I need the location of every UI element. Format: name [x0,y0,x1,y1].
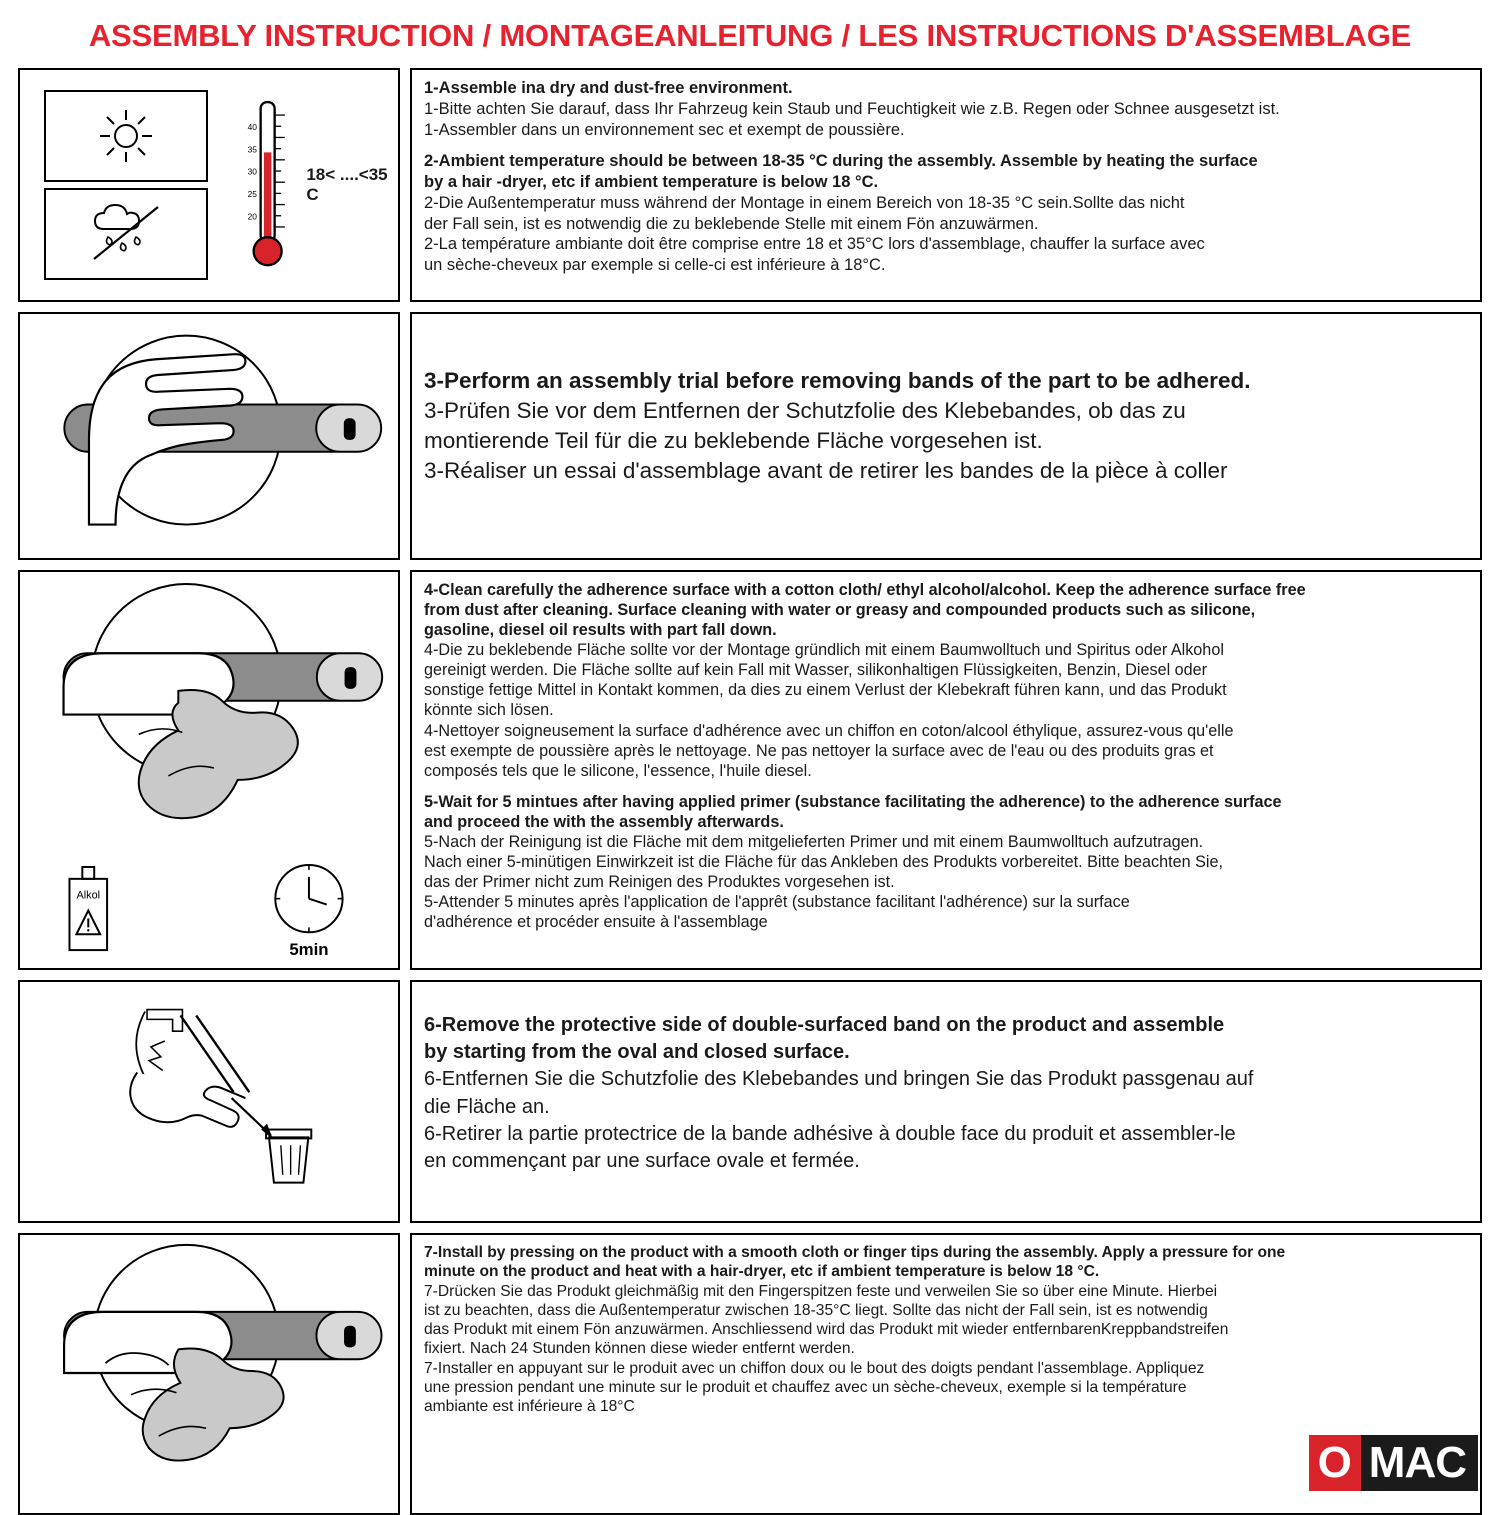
logo-text: MAC [1361,1435,1478,1491]
step6-fr-1: 6-Retirer la partie protectrice de la bande adhésive à double face du produit et assembler-le [424,1122,1236,1145]
temperature-range-label: 18< ....<35 C [306,165,388,204]
step5-de-2: Nach einer 5-minütigen Einwirkzeit ist die Fläche für das Ankleben des Produkts vorbereitet. Bitte beachten Sie, [424,853,1224,872]
step5-fr-2: d'adhérence et procéder ensuite à l'assemblage [424,913,768,932]
svg-text:30: 30 [247,166,257,177]
sun-box [44,90,208,182]
instruction-row-3 [18,570,1482,970]
step5-en-1: 5-Wait for 5 mintues after having applied primer (substance facilitating the adherence) to the adherence surface [424,792,1282,811]
step3-en: 3-Perform an assembly trial before removing bands of the part to be adhered. [424,368,1251,393]
step4-en-2: from dust after cleaning. Surface cleaning with water or greasy and compounded products such as silicone, [424,601,1256,620]
illustration-panel-5 [18,1233,400,1515]
environment-icons [44,90,208,280]
instruction-grid [18,68,1482,1515]
svg-text:Alkol: Alkol [76,889,101,902]
alcohol-bottle-icon [69,867,107,950]
step5-fr-1: 5-Attender 5 minutes après l'application de l'apprêt (substance facilitant l'adhérence) sur la surface [424,893,1130,912]
instruction-row-5 [18,1233,1482,1515]
step2-en-2: by a hair -dryer, etc if ambient temperature is below 18 °C. [424,173,879,192]
step4-de-4: könnte sich lösen. [424,701,554,720]
trash-bin-icon [266,1130,311,1183]
step6-fr-2: en commençant par une surface ovale et fermée. [424,1149,860,1172]
text-panel-step-6 [410,980,1482,1223]
sun-icon [96,106,156,166]
step1-fr: 1-Assembler dans un environnement sec et exempt de poussière. [424,120,905,139]
step4-de-1: 4-Die zu beklebende Fläche sollte vor der Montage gründlich mit einem Baumwolltuch und Spiritus oder Alkohol [424,641,1224,660]
omac-logo [1309,1434,1478,1492]
logo-mark: O [1309,1435,1361,1491]
step7-fr-1: 7-Installer en appuyant sur le produit avec un chiffon doux ou le bout des doigts pendant l'assemblage. Appliquez [424,1359,1205,1377]
step4-en-1: 4-Clean carefully the adherence surface with a cotton cloth/ ethyl alcohol/alcohol. Keep the adherence surface free [424,581,1306,599]
peel-liner-discard-icon [20,982,398,1221]
step7-en-1: 7-Install by pressing on the product with a smooth cloth or finger tips during the assembly. Apply a pressure for one [424,1244,1286,1261]
step7-en-2: minute on the product and heat with a hair-dryer, etc if ambient temperature is below 18 °C. [424,1263,1100,1281]
step7-fr-3: ambiante est inférieure à 18°C [424,1398,635,1415]
step5-de-3: das der Primer nicht zum Reinigen des Produktes vorgesehen ist. [424,873,895,892]
step2-de-2: der Fall sein, ist es notwendig die zu beklebende Stelle mit einem Fön anzuwärmen. [424,214,1039,233]
step4-de-3: sonstige fettige Mittel in Kontakt kommen, da dies zu einem Verlust der Klebekraft führen kann, und das Produkt [424,681,1227,700]
thermometer-icon [242,90,292,280]
text-panel-step-3 [410,312,1482,560]
page-title: ASSEMBLY INSTRUCTION / MONTAGEANLEITUNG / LES INSTRUCTIONS D'ASSEMBLAGE [88,18,1412,53]
step1-en: 1-Assemble ina dry and dust-free environment. [424,79,793,97]
svg-text:35: 35 [247,144,257,155]
panel1-art [20,70,398,300]
step4-fr-2: est exempte de poussière après le nettoyage. Ne pas nettoyer la surface avec de l'eau ou des produits gras et [424,741,1214,760]
step4-fr-1: 4-Nettoyer soigneusement la surface d'adhérence avec un chiffon en coton/alcool éthylique, assurez-vous qu'elle [424,721,1234,740]
step3-de-2: montierende Teil für die zu beklebende Fläche vorgesehen ist. [424,427,1043,453]
instruction-row-1 [18,68,1482,302]
illustration-panel-1 [18,68,400,302]
step7-de-3: das Produkt mit einem Fön anzuwärmen. Anschliessend wird das Produkt mit wieder entfernbarenKreppbandstreifen [424,1321,1229,1338]
step5-de-1: 5-Nach der Reinigung ist die Fläche mit dem mitgelieferten Primer und mit einem Baumwolltuch aufzutragen. [424,832,1204,851]
step7-fr-2: une pression pendant une minute sur le produit et chauffez avec un sèche-cheveux, exemple si la température [424,1378,1187,1396]
step3-de-1: 3-Prüfen Sie vor dem Entfernen der Schutzfolie des Klebebandes, ob das zu [424,397,1186,423]
svg-text:25: 25 [247,189,257,200]
instruction-row-2 [18,312,1482,560]
step2-fr-1: 2-La température ambiante doit être comprise entre 18 et 35°C lors d'assemblage, chauffer la surface avec [424,235,1205,254]
illustration-panel-2 [18,312,400,560]
cleaning-surface-icon [20,572,398,968]
step2-fr-2: un sèche-cheveux par exemple si celle-ci est inférieure à 18°C. [424,256,886,275]
instruction-row-4 [18,980,1482,1223]
step6-en-2: by starting from the oval and closed surface. [424,1041,850,1064]
step7-de-1: 7-Drücken Sie das Produkt gleichmäßig mit den Fingerspitzen feste und verweilen Sie so über eine Minute. Hierbei [424,1282,1218,1300]
text-panel-step-1-2 [410,68,1482,302]
step4-de-2: gereinigt werden. Die Fläche sollte auf kein Fall mit Wasser, silikonhaltigen Flüssigkeiten, Benzin, Diesel oder [424,661,1208,680]
step2-de-1: 2-Die Außentemperatur muss während der Montage in einem Bereich von 18-35 °C sein.Sollte das nicht [424,193,1185,212]
clock-icon [275,865,342,932]
step2-en-1: 2-Ambient temperature should be between 18-35 °C during the assembly. Assemble by heating the surface [424,152,1258,171]
text-panel-step-4-5 [410,570,1482,970]
step7-de-4: fixiert. Nach 24 Stunden können diese wieder entfernt werden. [424,1340,855,1358]
step5-en-2: and proceed the with the assembly afterwards. [424,812,784,831]
svg-text:40: 40 [247,121,257,132]
timer-label: 5min [289,940,329,960]
illustration-panel-3 [18,570,400,970]
hand-fitting-handle-icon [20,314,398,558]
step6-en-1: 6-Remove the protective side of double-surfaced band on the product and assemble [424,1014,1225,1036]
step3-fr: 3-Réaliser un essai d'assemblage avant de retirer les bandes de la pièce à coller [424,457,1228,483]
step1-de: 1-Bitte achten Sie darauf, dass Ihr Fahrzeug kein Staub und Feuchtigkeit wie z.B. Regen oder Schnee ausgesetzt ist. [424,99,1280,118]
step4-fr-3: composés tels que le silicone, l'essence, l'huile diesel. [424,761,812,780]
step6-de-2: die Fläche an. [424,1095,550,1118]
no-rain-icon [88,203,164,265]
illustration-panel-4 [18,980,400,1223]
step6-de-1: 6-Entfernen Sie die Schutzfolie des Klebebandes und bringen Sie das Produkt passgenau auf [424,1068,1254,1091]
step7-de-2: ist zu beachten, dass die Außentemperatur zwischen 18-35°C liegt. Sollte das nicht der Fall sein, ist es notwendig [424,1301,1208,1319]
svg-text:20: 20 [247,211,257,222]
no-moisture-box [44,188,208,280]
step4-en-3: gasoline, diesel oil results with part fall down. [424,621,777,640]
press-with-cloth-icon [20,1235,398,1513]
